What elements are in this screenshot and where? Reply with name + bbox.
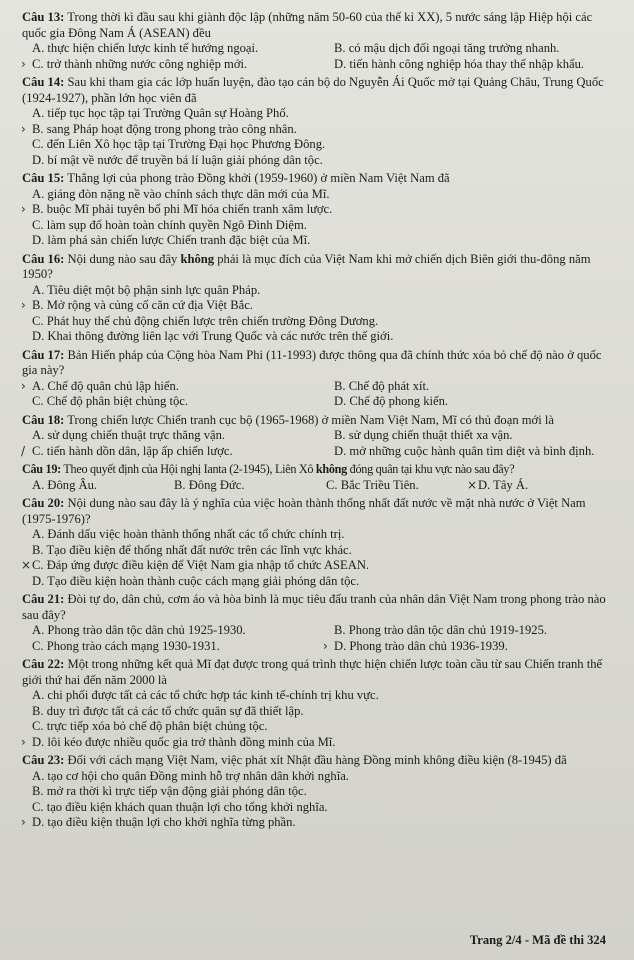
handwritten-check-mark: × [467, 477, 478, 492]
handwritten-check-mark: › [21, 298, 26, 312]
handwritten-check-mark: › [21, 56, 26, 71]
option-d: D. mở những cuộc hành quân tìm diệt và bình định. [334, 443, 595, 458]
question-number: Câu 22: [22, 657, 65, 671]
handwritten-check-mark: › [21, 378, 26, 393]
question-number: Câu 20: [22, 496, 65, 510]
option-d: D. Khai thông đường liên lạc với Trung Quốc và các nước trên thế giới. [32, 329, 394, 343]
question-text: Một trong những kết quả Mĩ đạt được trong quá trình thực hiện chiến lược toàn cầu từ sau Chiến tranh thế giới thứ hai đến năm 2000 là [22, 657, 603, 687]
question-text: Nội dung nào sau đây là ý nghĩa của việc hoàn thành thống nhất đất nước về mặt nhà nước ở Việt Nam (1975-1976)? [22, 496, 586, 526]
option-a: A. Tiêu diệt một bộ phận sinh lực quân Pháp. [32, 282, 261, 297]
question-number: Câu 19: [22, 462, 61, 476]
option-d: › D. Phong trào dân chủ 1936-1939. [323, 638, 508, 653]
question-text: Bản Hiến pháp của Cộng hòa Nam Phi (11-1993) được thông qua đã chính thức xóa bỏ chế độ nào ở quốc gia này? [22, 347, 602, 377]
option-d: › D. tạo điều kiện thuận lợi cho khởi nghĩa từng phần. [21, 815, 296, 829]
handwritten-check-mark: › [21, 734, 26, 749]
question-stem [22, 10, 618, 41]
option-a: A. tiếp tục học tập tại Trường Quân sự Hoàng Phố. [32, 106, 289, 120]
question-stem [22, 348, 618, 379]
option-c: C. Chế độ phân biệt chủng tộc. [32, 394, 188, 408]
question-number: Câu 15: [22, 171, 65, 185]
question-text: Đối với cách mạng Việt Nam, việc phát xít Nhật đầu hàng Đồng minh không điều kiện (8-1945) đã [67, 753, 567, 767]
question-stem [22, 657, 618, 688]
option-b: › B. buộc Mĩ phải tuyên bố phi Mĩ hóa chiến tranh xâm lược. [21, 202, 333, 216]
question-stem [22, 171, 618, 187]
question-number: Câu 14: [22, 75, 65, 89]
question-stem [22, 592, 618, 623]
question-number: Câu 16: [22, 251, 65, 266]
question-number: Câu 21: [22, 592, 65, 606]
question-15 [22, 171, 618, 249]
handwritten-check-mark: › [21, 121, 26, 136]
option-d: D. bí mật về nước để truyền bá lí luận giải phóng dân tộc. [32, 152, 323, 167]
question-stem [22, 753, 618, 769]
option-b: › B. sang Pháp hoạt động trong phong trào công nhân. [21, 121, 297, 136]
question-16 [22, 252, 618, 345]
question-19 [22, 462, 618, 493]
handwritten-check-mark: × [21, 558, 32, 572]
question-text: Sau khi tham gia các lớp huấn luyện, đào tạo cán bộ do Nguyễn Ái Quốc mở tại Quảng Châu, Trung Quốc (1924-1927), phần lớn học viên đã [22, 75, 604, 105]
option-a: A. thực hiện chiến lược kinh tế hướng ngoại. [32, 41, 259, 55]
question-20 [22, 496, 618, 589]
question-stem [22, 413, 618, 429]
option-a: A. Đánh dấu việc hoàn thành thống nhất các tổ chức chính trị. [32, 527, 345, 541]
option-c: C. Phong trào cách mạng 1930-1931. [32, 638, 220, 653]
option-c: C. Phát huy thế chủ động chiến lược trên chiến trường Đông Dương. [32, 313, 379, 328]
question-stem [22, 496, 618, 527]
question-number: Câu 17: [22, 347, 65, 362]
option-b: B. Phong trào dân tộc dân chủ 1919-1925. [334, 623, 548, 637]
question-number: Câu 23: [22, 753, 65, 767]
question-text: Thắng lợi của phong trào Đồng khởi (1959-1960) ở miền Nam Việt Nam đã [67, 171, 450, 185]
option-a: A. Phong trào dân tộc dân chủ 1925-1930. [32, 623, 246, 637]
option-c: C. tạo điều kiện khách quan thuận lợi cho tổng khởi nghĩa. [32, 799, 328, 814]
question-14 [22, 75, 618, 168]
option-b: B. duy trì được tất cả các tổ chức quân sự đã thiết lập. [32, 703, 304, 718]
option-d: D. làm phá sản chiến lược Chiến tranh đặc biệt của Mĩ. [32, 233, 311, 247]
question-number: Câu 13: [22, 10, 65, 24]
question-stem: Câu 19: Theo quyết định của Hội nghị Ianta (2-1945), Liên Xô không đóng quân tại khu vực nào sau đây? [22, 462, 515, 476]
option-b: B. Chế độ phát xít. [334, 378, 430, 393]
option-b: B. có mậu dịch đối ngoại tăng trưởng nhanh. [334, 41, 560, 55]
option-d: › D. lôi kéo được nhiều quốc gia trở thành đồng minh của Mĩ. [21, 734, 336, 749]
question-text: Đòi tự do, dân chủ, cơm áo và hòa bình là mục tiêu đấu tranh của nhân dân Việt Nam trong phong trào nào sau đây? [22, 592, 606, 622]
option-b: B. sử dụng chiến thuật thiết xa vận. [334, 428, 513, 442]
option-a: A. sử dụng chiến thuật trực thăng vận. [32, 428, 226, 442]
question-13 [22, 10, 618, 72]
option-c: × C. Đáp ứng được điều kiện để Việt Nam gia nhập tổ chức ASEAN. [21, 558, 370, 572]
keyword-emphasis: không [315, 462, 347, 476]
question-17 [22, 348, 618, 410]
handwritten-check-mark: › [21, 815, 26, 829]
question-22 [22, 657, 618, 750]
question-stem: Câu 16: Nội dung nào sau đây không phải là mục đích của Việt Nam khi mở chiến dịch Biên giới thu-đông năm 1950? [22, 251, 591, 281]
question-21 [22, 592, 618, 654]
option-d: × D. Tây Á. [467, 477, 529, 492]
option-c: / C. tiến hành dồn dân, lập ấp chiến lược. [21, 443, 233, 458]
option-b: › B. Mở rộng và củng cố căn cứ địa Việt Bắc. [21, 298, 253, 312]
question-stem [22, 75, 618, 106]
handwritten-check-mark: / [21, 443, 26, 458]
option-b: B. mở ra thời kì trực tiếp vận động giải phóng dân tộc. [32, 784, 307, 798]
handwritten-check-mark: › [323, 638, 328, 653]
question-text: Trong thời kì đầu sau khi giành độc lập (những năm 50-60 của thế kỉ XX), 5 nước sáng lập Hiệp hội các quốc gia Đông Nam Á (ASEAN) đều [22, 10, 593, 40]
option-c: C. trực tiếp xóa bỏ chế độ phân biệt chủng tộc. [32, 719, 268, 733]
option-d: D. Chế độ phong kiến. [334, 394, 449, 408]
option-c: C. làm sụp đổ hoàn toàn chính quyền Ngô Đình Diệm. [32, 217, 307, 232]
keyword-emphasis: không [180, 251, 215, 266]
option-a: A. giáng đòn nặng nề vào chính sách thực dân mới của Mĩ. [32, 186, 330, 201]
option-c: › C. trở thành những nước công nghiệp mới. [21, 56, 248, 71]
question-23 [22, 753, 618, 831]
option-a: A. chi phối được tất cả các tổ chức hợp tác kinh tế-chính trị khu vực. [32, 688, 379, 702]
option-a: A. Đông Âu. [32, 477, 98, 492]
question-18 [22, 413, 618, 460]
page-footer: Trang 2/4 - Mã đề thi 324 [469, 933, 606, 947]
question-text: Trong chiến lược Chiến tranh cục bộ (1965-1968) ở miền Nam Việt Nam, Mĩ có thủ đoạn mới là [67, 412, 554, 427]
option-a: › A. Chế độ quân chủ lập hiến. [21, 378, 179, 393]
option-a: A. tạo cơ hội cho quân Đồng minh hỗ trợ nhân dân khởi nghĩa. [32, 768, 349, 783]
option-b: B. Tạo điều kiện để thống nhất đất nước trên các lĩnh vực khác. [32, 542, 352, 557]
option-b: B. Đông Đức. [174, 477, 245, 492]
question-number: Câu 18: [22, 412, 65, 427]
option-d: D. Tạo điều kiện hoàn thành cuộc cách mạng giải phóng dân tộc. [32, 573, 360, 588]
option-c: C. đến Liên Xô học tập tại Trường Đại học Phương Đông. [32, 137, 326, 151]
handwritten-check-mark: › [21, 202, 26, 216]
option-d: D. tiến hành công nghiệp hóa thay thế nhập khẩu. [334, 56, 585, 71]
option-c: C. Bắc Triều Tiên. [326, 477, 419, 492]
